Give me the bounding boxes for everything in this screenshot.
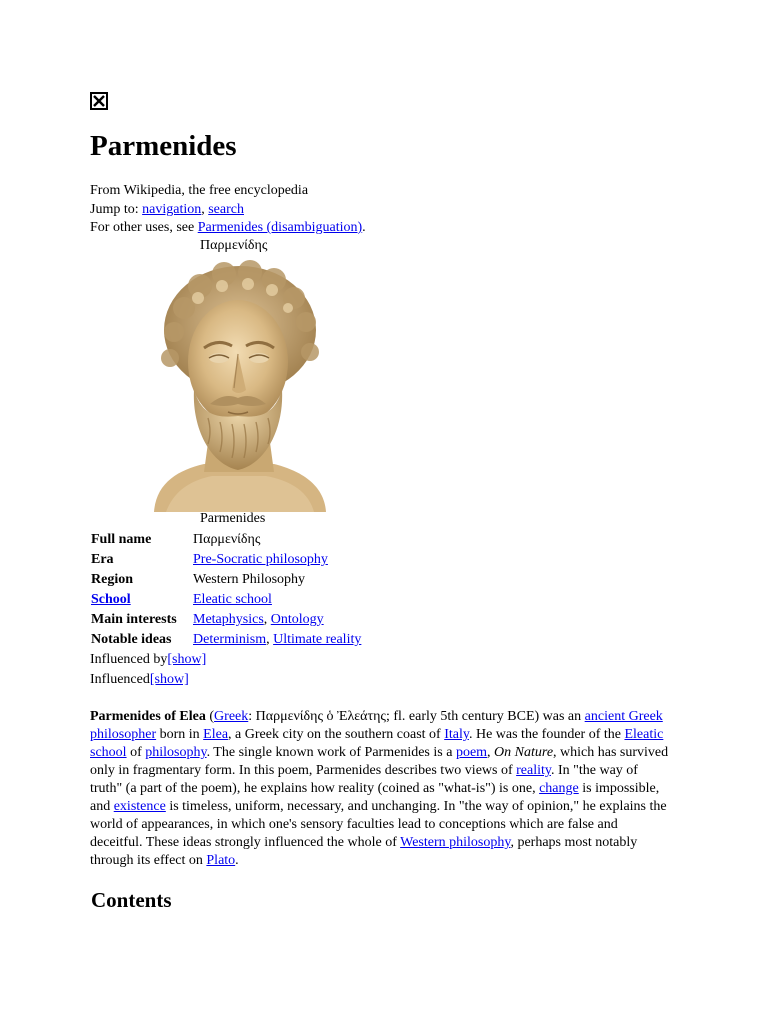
tagline: From Wikipedia, the free encyclopedia — [90, 183, 309, 198]
contents-heading: Contents — [91, 888, 172, 912]
existence-link[interactable]: existence — [113, 799, 166, 814]
infobox-row-notable-ideas — [88, 630, 364, 650]
search-link[interactable]: search — [208, 202, 244, 217]
text: is timeless, uniform, necessary, and unchanging. In "the way of opinion," he explains the world of appearances, in which one's sensory faculties lead to conceptions which are false and deceitful. These ideas strongly influenced the whole of — [90, 799, 667, 850]
text: born in — [156, 727, 204, 742]
plato-link[interactable]: Plato — [206, 853, 236, 868]
infobox-label: Notable ideas — [91, 632, 172, 647]
infobox-value: Western Philosophy — [193, 572, 306, 587]
text: : Παρμενίδης ὁ Ἐλεάτης; fl. early 5th century BCE) was an — [248, 709, 585, 724]
change-link[interactable]: change — [539, 781, 579, 796]
influenced-show-toggle[interactable]: [show] — [149, 672, 189, 687]
greek-link[interactable]: Greek — [214, 709, 249, 724]
hatnote-prefix: For other uses, see — [90, 220, 198, 235]
elea-link[interactable]: Elea — [203, 727, 229, 742]
influenced-by-label: Influenced by — [90, 652, 168, 667]
reality-link[interactable]: reality — [516, 763, 551, 778]
eleatic-school-link[interactable]: Eleatic school — [90, 727, 664, 760]
hatnote-suffix: . — [362, 220, 366, 235]
disambiguation-link[interactable]: Parmenides (disambiguation) — [197, 220, 363, 235]
western-philosophy-link[interactable]: Western philosophy — [400, 835, 511, 850]
infobox-label: Region — [91, 572, 133, 587]
influenced-label: Influenced — [90, 672, 150, 687]
image-caption: Parmenides — [200, 511, 266, 526]
page-title: Parmenides — [90, 130, 237, 162]
eleatic-school-link[interactable]: Eleatic school — [193, 592, 272, 607]
work-title: On Nature — [494, 745, 554, 760]
ontology-link[interactable]: Ontology — [270, 612, 324, 627]
text: , which has survived only in fragmentary form. In this poem, Parmenides describes two views of — [90, 745, 669, 778]
metaphysics-link[interactable]: Metaphysics — [193, 612, 264, 627]
image-caption-greek: Παρμενίδης — [200, 238, 268, 253]
infobox-value — [190, 630, 364, 650]
infobox-value: Παρμενίδης — [193, 532, 261, 547]
italy-link[interactable]: Italy — [444, 727, 469, 742]
philosopher-link[interactable]: philosopher — [90, 727, 157, 742]
infobox-value — [190, 550, 364, 570]
infobox-row-full-name — [88, 530, 364, 550]
list-separator: , — [266, 632, 274, 647]
philosophy-link[interactable]: philosophy — [145, 745, 207, 760]
influenced-row — [90, 670, 189, 690]
navigation-link[interactable]: navigation — [142, 202, 202, 217]
text: is impossible, and — [90, 781, 660, 814]
intro-paragraph — [90, 708, 670, 870]
text: of — [126, 745, 146, 760]
infobox-value — [190, 590, 364, 610]
infobox-label: Main interests — [91, 612, 177, 627]
text: ( — [205, 709, 215, 724]
list-separator: , — [263, 612, 271, 627]
infobox-label: Era — [91, 552, 114, 567]
hatnote — [90, 219, 366, 237]
text: , perhaps most notably through its effect on — [90, 835, 638, 868]
text: , a Greek city on the southern coast of — [228, 727, 445, 742]
jump-to-line — [90, 201, 244, 219]
influenced-by-show-toggle[interactable]: [show] — [167, 652, 207, 667]
jump-to-label: Jump to: — [90, 202, 143, 217]
text: . He was the founder of the — [468, 727, 625, 742]
poem-link[interactable]: poem — [455, 745, 488, 760]
infobox-row-region — [88, 570, 364, 590]
text: . In "the way of truth" (a part of the poem), he explains how reality (coined as "what-is") is one, — [90, 763, 638, 796]
infobox-row-school — [88, 590, 364, 610]
text: . The single known work of Parmenides is a — [206, 745, 456, 760]
determinism-link[interactable]: Determinism — [193, 632, 267, 647]
ultimate-reality-link[interactable]: Ultimate reality — [273, 632, 362, 647]
infobox-row-era — [88, 550, 364, 570]
infobox-row-main-interests — [88, 610, 364, 630]
infobox — [88, 530, 364, 650]
text: , — [487, 745, 495, 760]
infobox-label: Full name — [91, 532, 152, 547]
school-label-link[interactable]: School — [91, 592, 131, 607]
influenced-by-row — [90, 650, 206, 670]
ancient-greek-link[interactable]: ancient Greek — [584, 709, 663, 724]
infobox-value — [190, 610, 364, 630]
infobox-label-cell — [88, 590, 190, 610]
broken-image-icon — [90, 92, 108, 110]
parmenides-bust-image[interactable] — [148, 258, 330, 512]
subject-name: Parmenides of Elea — [90, 709, 206, 724]
text: . — [235, 853, 239, 868]
jump-separator: , — [201, 202, 209, 217]
pre-socratic-link[interactable]: Pre-Socratic philosophy — [193, 552, 328, 567]
